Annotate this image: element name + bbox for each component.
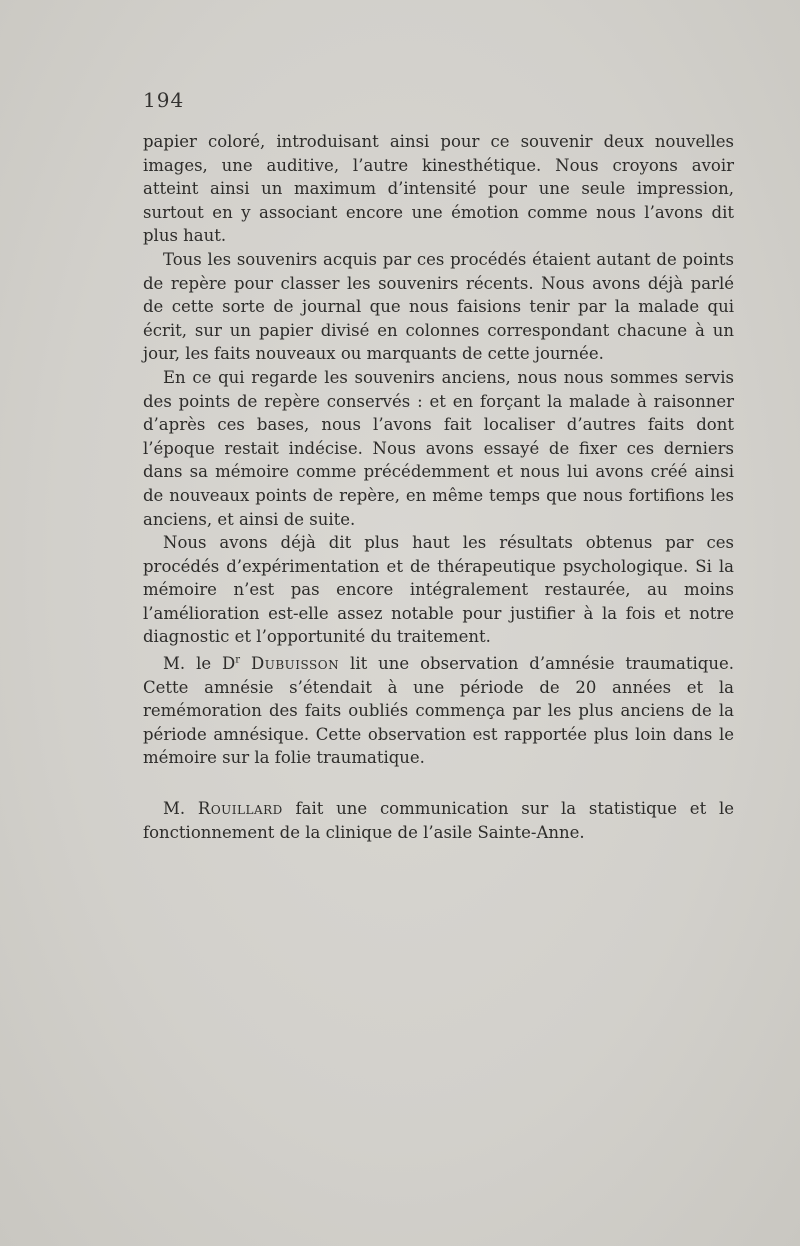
paragraph-1: papier coloré, introduisant ainsi pour ce souvenir deux nouvelles images, une auditive, l’autre kinesthétique. Nous croyons avoir atteint ainsi un maximum d’intensité pour une seule impression, surtout en y associant encore une émotion comme nous l’avons dit plus haut. [143, 132, 734, 246]
dubuisson-text: lit une observation d’amnésie traumatique. Cette amnésie s’étendait à une période de 20 années et la remémoration des faits oubliés commença par les plus anciens de la période amnésique. Cette observation est rapportée plus loin dans le mémoire sur la folie traumatique. [143, 654, 734, 768]
rouillard-section [143, 797, 734, 844]
dubuisson-prefix: M. le D [163, 654, 236, 673]
page-number: 194 [143, 88, 185, 112]
dubuisson-title-sup: r [235, 654, 241, 666]
rouillard-text: fait une communication sur la statistique et le fonctionnement de la clinique de l’asile Sainte-Anne. [143, 799, 734, 842]
main-text-block [143, 130, 734, 649]
paragraph-4: Nous avons déjà dit plus haut les résultats obtenus par ces procédés d’expérimentation et de thérapeutique psychologique. Si la mémoire n’est pas encore intégralement restaurée, au moins l’amélioration est-elle assez notable pour justifier à la fois et notre diagnostic et l’opportunité du traitement. [143, 533, 734, 647]
rouillard-paragraph [143, 797, 734, 844]
dubuisson-name: Dubuisson [251, 654, 340, 673]
rouillard-prefix: M. [163, 799, 198, 818]
paragraph-3: En ce qui regarde les souvenirs anciens, nous nous sommes servis des points de repère conservés : et en forçant la malade à raisonner d’après ces bases, nous l’avons fait localiser d’autres faits dont l’époque restait indécise. Nous avons essayé de fixer ces derniers dans sa mémoire comme précédemment et nous lui avons créé ainsi de nouveaux points de repère, en même temps que nous fortifions les anciens, et ainsi de suite. [143, 367, 734, 529]
dubuisson-section [143, 652, 734, 770]
rouillard-name: Rouillard [197, 799, 283, 818]
dubuisson-paragraph [143, 652, 734, 770]
paragraph-2: Tous les souvenirs acquis par ces procédés étaient autant de points de repère pour classer les souvenirs récents. Nous avons déjà parlé de cette sorte de journal que nous faisions tenir par la malade qui écrit, sur un papier divisé en colonnes correspondant chacune à un jour, les faits nouveaux ou marquants de cette journée. [143, 249, 734, 364]
